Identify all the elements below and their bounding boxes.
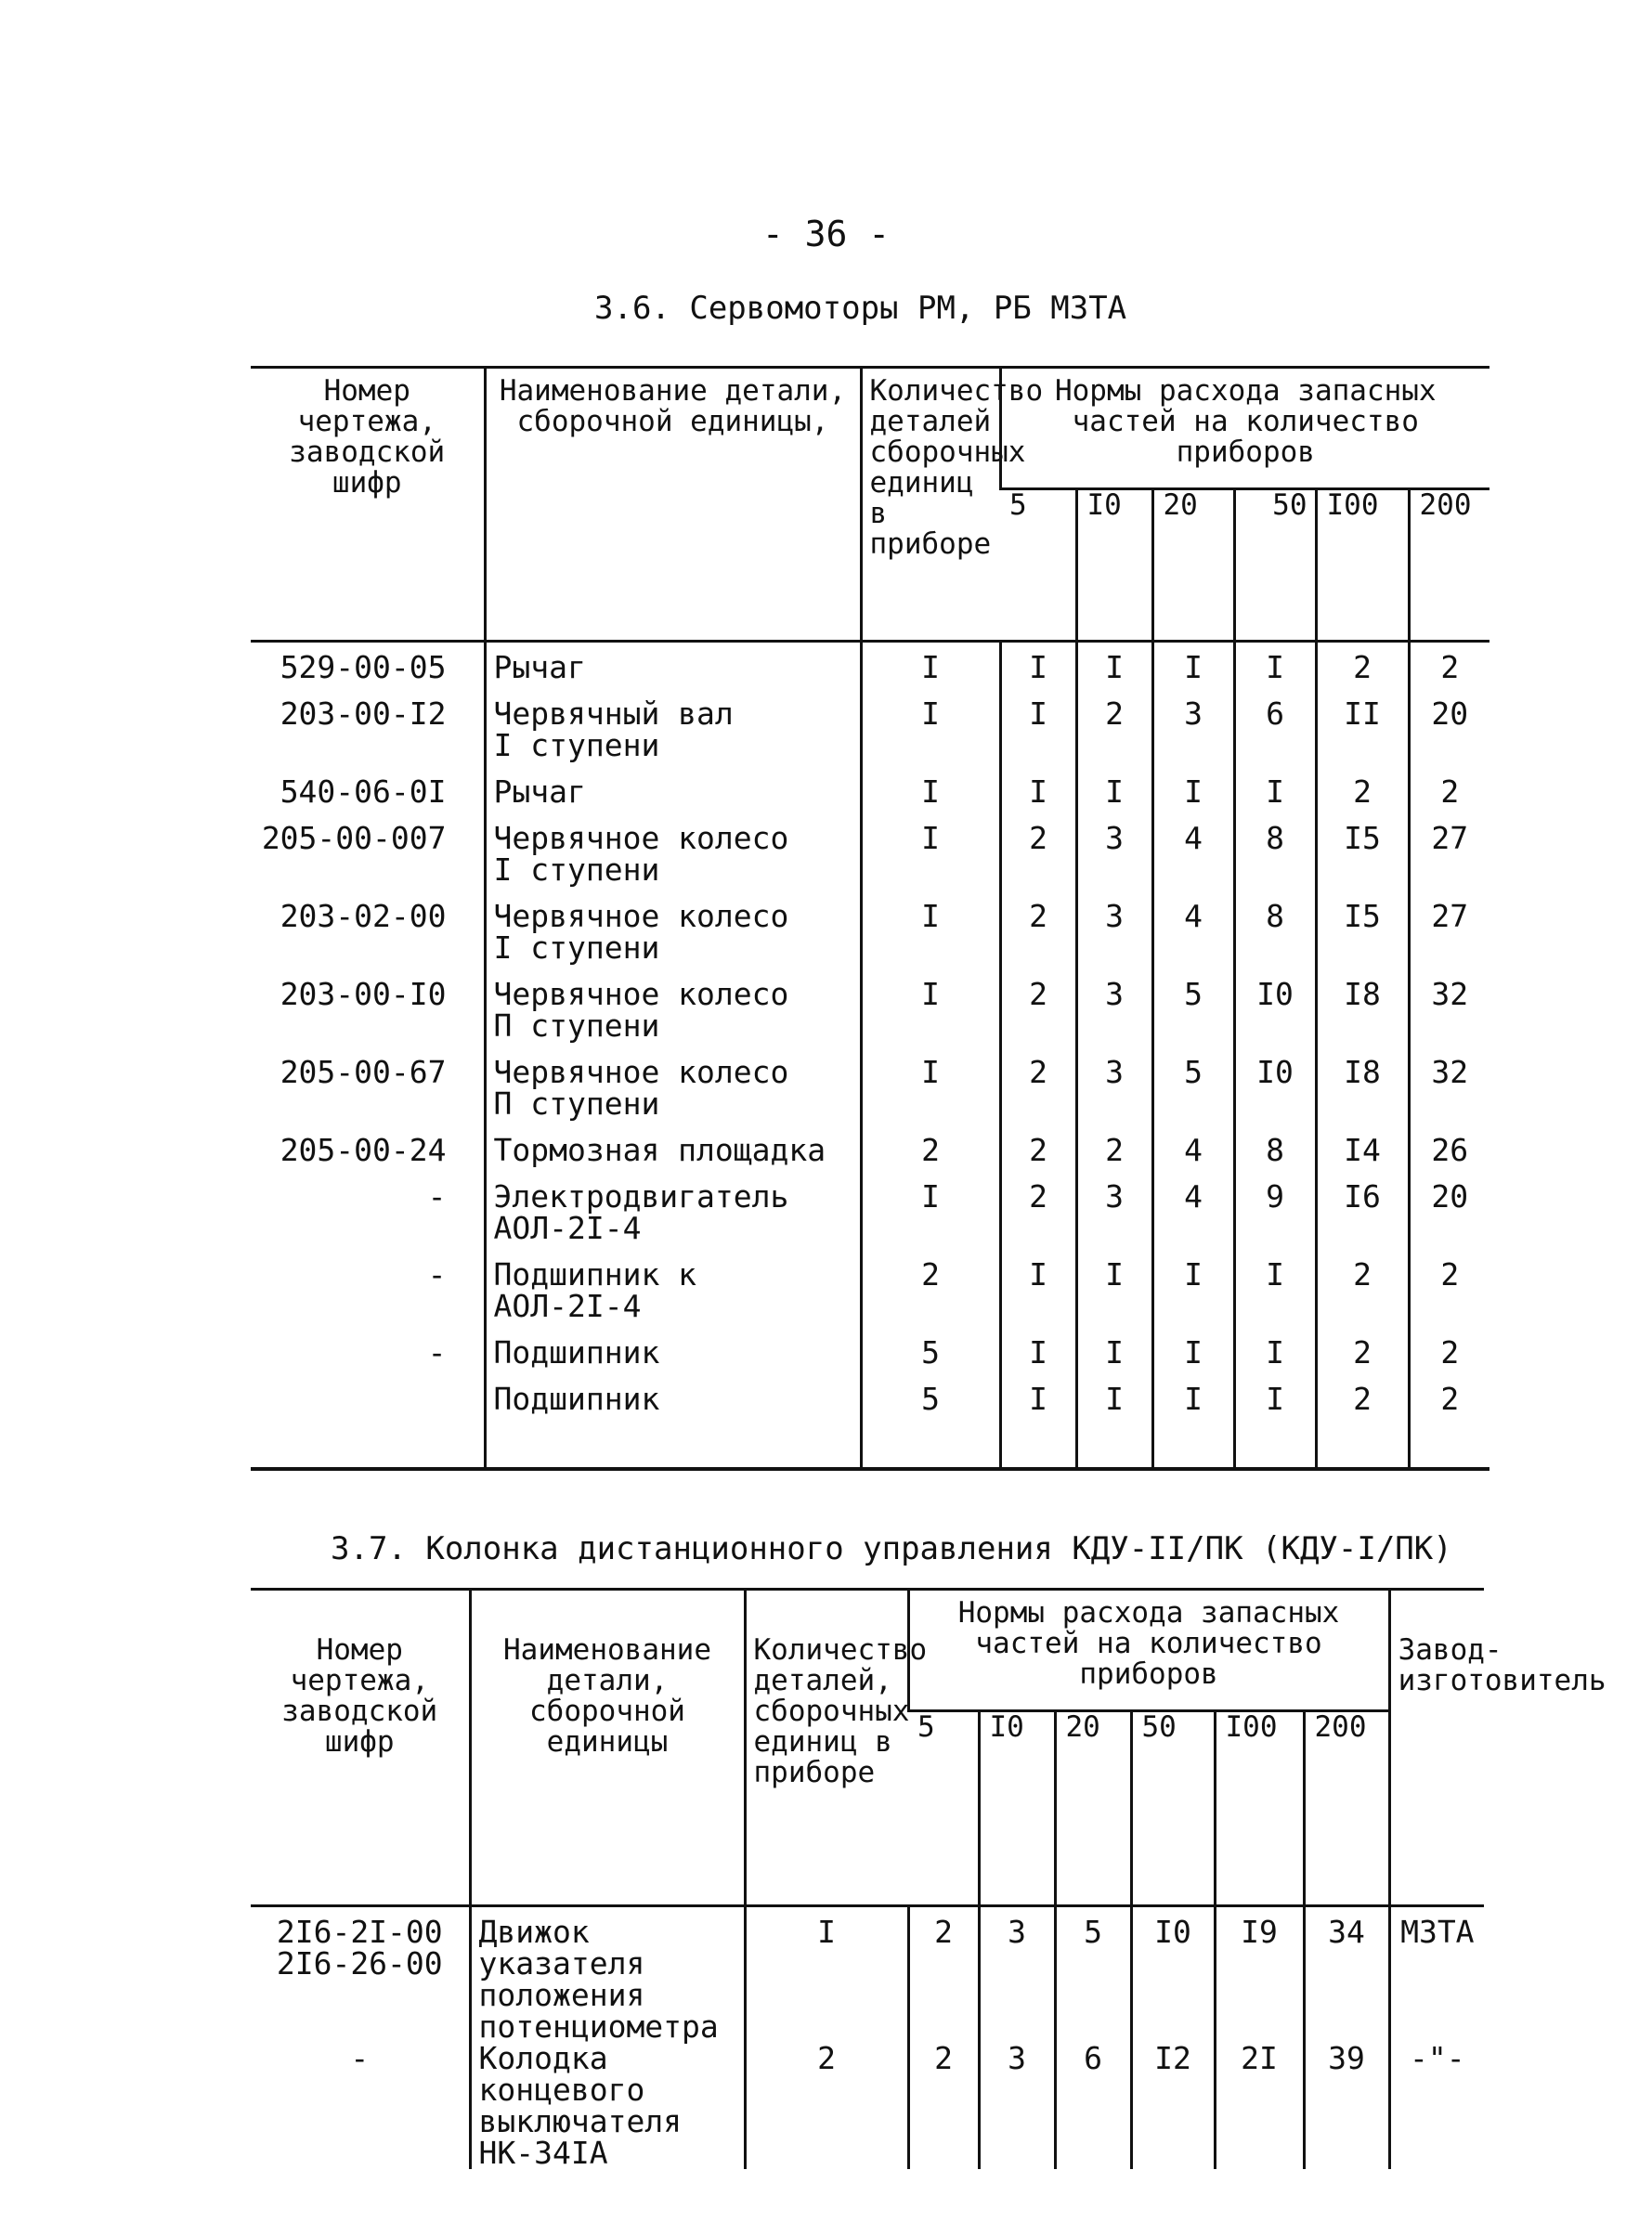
cell-norm-50: 9 [1234,1181,1316,1259]
cell-qty: I [861,1181,1000,1259]
cell-norm-50: I [1234,1337,1316,1384]
header-qty-200: 200 [1304,1711,1389,1906]
cell-norm-20: I [1152,776,1234,823]
cell-norm-200: 20 [1409,1181,1489,1259]
cell-norm-20: 3 [1152,698,1234,776]
cell-name: Червячное колесо П ступени [485,1057,861,1135]
cell-norm-I0: 2 [1076,698,1152,776]
cell-qty: I [861,1057,1000,1135]
cell-norm-200: 27 [1409,901,1489,979]
cell-norm-20: 4 [1152,823,1234,901]
cell-norm-50: I [1234,642,1316,699]
cell-norm-200: 26 [1409,1135,1489,1181]
cell-norm-5: 2 [908,2043,979,2169]
cell-norm-I0: 2 [1076,1135,1152,1181]
header-qty-20: 20 [1152,489,1234,642]
cell-norm-5: 2 [1000,1135,1076,1181]
cell-code: - [427,1256,447,1293]
cell-norm-5: I [1000,698,1076,776]
section-title-servomotors: 3.6. Сервомоторы РМ, РБ МЗТА [594,290,1127,327]
cell-norm-I00: I6 [1316,1181,1409,1259]
cell-code: 540-06-0I [280,773,447,810]
page-number: - 36 - [761,214,891,254]
cell-norm-50: 8 [1234,901,1316,979]
cell-norm-200: 32 [1409,1057,1489,1135]
cell-norm-5: 2 [1000,901,1076,979]
cell-norm-5: 2 [1000,979,1076,1057]
spacer-cell [485,1430,861,1469]
cell-norm-50: 8 [1234,823,1316,901]
cell-name: Червячное колесо I ступени [485,823,861,901]
header-qty-10: I0 [979,1711,1055,1906]
cell-norm-200: 34 [1304,1906,1389,2044]
cell-qty: I [861,901,1000,979]
cell-norm-I00: I5 [1316,901,1409,979]
cell-norm-200: 20 [1409,698,1489,776]
cell-norm-I0: I [1076,1337,1152,1384]
cell-code: 2I6-2I-00 2I6-26-00 [276,1914,443,1982]
table-row [251,2043,1484,2169]
cell-name: Электродвигатель АОЛ-2I-4 [485,1181,861,1259]
cell-code: 203-00-I0 [280,976,447,1012]
cell-norm-I00: 2I [1215,2043,1304,2169]
cell-qty: 5 [861,1337,1000,1384]
table-row [251,1057,1489,1135]
cell-norm-50: I0 [1131,1906,1215,2044]
header-maker: Завод-изготовитель [1389,1590,1484,1906]
cell-code: 205-00-67 [280,1054,447,1090]
cell-norm-200: 39 [1304,2043,1389,2169]
cell-name: Червячное колесо П ступени [485,979,861,1057]
spacer-cell [1234,1430,1316,1469]
header-qty-5: 5 [1000,489,1076,642]
section-title-control-column: 3.7. Колонка дистанционного управления КДУ-II/ПК (КДУ-I/ПК) [331,1530,1452,1567]
table-spacer-row [251,1430,1489,1469]
cell-norm-200: 2 [1409,776,1489,823]
cell-norm-I0: 3 [1076,1181,1152,1259]
cell-name: Рычаг [485,642,861,699]
cell-qty: I [745,1906,908,2044]
header-qty-20: 20 [1055,1711,1131,1906]
cell-name: Движок указателя положения потенциометра [470,1906,745,2044]
cell-norm-20: I [1152,642,1234,699]
cell-qty: 5 [861,1384,1000,1430]
header-code: Номер чертежа, заводской шифр [289,374,446,500]
spacer-cell [1409,1430,1489,1469]
cell-norm-I0: 3 [1076,1057,1152,1135]
cell-norm-5: I [1000,642,1076,699]
cell-norm-20: I [1152,1384,1234,1430]
cell-norm-5: 2 [1000,1057,1076,1135]
cell-qty: 2 [861,1135,1000,1181]
cell-norm-200: 27 [1409,823,1489,901]
cell-norm-5: I [1000,1259,1076,1337]
cell-norm-I00: 2 [1316,1384,1409,1430]
cell-name: Подшипник [485,1384,861,1430]
cell-name: Тормозная площадка [485,1135,861,1181]
cell-maker: -"- [1389,2043,1484,2169]
cell-norm-200: 32 [1409,979,1489,1057]
cell-norm-50: I0 [1234,1057,1316,1135]
spacer-cell [1076,1430,1152,1469]
cell-qty: 2 [861,1259,1000,1337]
cell-norm-20: 5 [1152,979,1234,1057]
cell-norm-5: 2 [908,1906,979,2044]
table-row [251,776,1489,823]
table-row [251,698,1489,776]
spacer-cell [1000,1430,1076,1469]
table-row [251,642,1489,699]
table-row [251,1337,1489,1384]
cell-norm-200: 2 [1409,642,1489,699]
cell-norm-I00: 2 [1316,776,1409,823]
table-row [251,1906,1484,2044]
cell-norm-I00: I8 [1316,979,1409,1057]
cell-norm-I0: 3 [1076,979,1152,1057]
cell-code: 529-00-05 [280,649,447,685]
cell-norm-I0: I [1076,1384,1152,1430]
cell-norm-I0: 3 [979,2043,1055,2169]
header-qty-200: 200 [1409,489,1489,642]
cell-norm-50: I [1234,776,1316,823]
cell-norm-5: 2 [1000,823,1076,901]
cell-name: Рычаг [485,776,861,823]
cell-norm-I0: I [1076,642,1152,699]
cell-norm-I0: 3 [1076,823,1152,901]
cell-name: Червячный вал I ступени [485,698,861,776]
cell-qty: 2 [745,2043,908,2169]
table-row [251,979,1489,1057]
cell-norm-I00: 2 [1316,1259,1409,1337]
cell-norm-I00: I8 [1316,1057,1409,1135]
cell-qty: I [861,823,1000,901]
cell-norm-50: 8 [1234,1135,1316,1181]
cell-maker: МЗТА [1389,1906,1484,2044]
table-row [251,1384,1489,1430]
cell-norm-5: 2 [1000,1181,1076,1259]
cell-norm-20: 4 [1152,1135,1234,1181]
header-qty-10: I0 [1076,489,1152,642]
cell-code: - [427,1178,447,1215]
table-row [251,1135,1489,1181]
spacer-cell [251,1430,485,1469]
cell-norm-20: 4 [1152,1181,1234,1259]
cell-norm-5: I [1000,1337,1076,1384]
cell-norm-5: I [1000,776,1076,823]
spare-parts-table-servomotors [251,366,1489,1471]
cell-norm-I00: I4 [1316,1135,1409,1181]
cell-norm-50: I0 [1234,979,1316,1057]
cell-norm-20: 5 [1055,1906,1131,2044]
cell-code: - [427,1334,447,1371]
header-qty: Количество деталей сборочных единиц в приборе [861,368,1000,642]
table-row [251,1181,1489,1259]
cell-norm-200: 2 [1409,1384,1489,1430]
cell-norm-I0: 3 [979,1906,1055,2044]
header-qty-5: 5 [908,1711,979,1906]
cell-name: Подшипник [485,1337,861,1384]
spacer-cell [861,1430,1000,1469]
header-qty-50: 50 [1234,489,1316,642]
header-name: Наименование детали, сборочной единицы [470,1590,745,1906]
cell-norm-50: 6 [1234,698,1316,776]
cell-code: - [350,2040,370,2076]
cell-name: Червячное колесо I ступени [485,901,861,979]
header-name: Наименование детали, сборочной единицы, [485,368,861,642]
spare-parts-table-control-column [251,1588,1606,2171]
cell-norm-20: I [1152,1259,1234,1337]
cell-qty: I [861,776,1000,823]
cell-qty: I [861,979,1000,1057]
header-norms: Нормы расхода запасных частей на количество приборов [1000,368,1489,489]
header-qty: Количество деталей, сборочных единиц в приборе [745,1590,908,1906]
cell-norm-I0: I [1076,1259,1152,1337]
cell-norm-I00: I9 [1215,1906,1304,2044]
header-norms: Нормы расхода запасных частей на количество приборов [908,1590,1389,1711]
cell-norm-50: I2 [1131,2043,1215,2169]
header-qty-100: I00 [1316,489,1409,642]
cell-norm-20: 4 [1152,901,1234,979]
cell-name: Подшипник к АОЛ-2I-4 [485,1259,861,1337]
cell-norm-I0: I [1076,776,1152,823]
cell-norm-I00: 2 [1316,1337,1409,1384]
cell-norm-5: I [1000,1384,1076,1430]
cell-norm-I00: II [1316,698,1409,776]
cell-norm-50: I [1234,1259,1316,1337]
table-row [251,1259,1489,1337]
cell-norm-200: 2 [1409,1337,1489,1384]
cell-qty: I [861,698,1000,776]
header-qty-100: I00 [1215,1711,1304,1906]
cell-norm-20: 6 [1055,2043,1131,2169]
table-row [251,823,1489,901]
cell-norm-I00: I5 [1316,823,1409,901]
cell-norm-20: 5 [1152,1057,1234,1135]
spacer-cell [1316,1430,1409,1469]
header-qty-50: 50 [1131,1711,1215,1906]
cell-code [251,1384,485,1430]
cell-norm-20: I [1152,1337,1234,1384]
table-row [251,901,1489,979]
header-code: Номер чертежа, заводской шифр [281,1633,438,1759]
cell-norm-200: 2 [1409,1259,1489,1337]
cell-norm-50: I [1234,1384,1316,1430]
cell-code: 203-00-I2 [280,695,447,732]
spacer-cell [1152,1430,1234,1469]
cell-code: 203-02-00 [280,898,447,934]
cell-code: 205-00-007 [261,820,447,856]
cell-qty: I [861,642,1000,699]
cell-name: Колодка концевого выключателя НК-34IА [470,2043,745,2169]
cell-norm-I00: 2 [1316,642,1409,699]
cell-norm-I0: 3 [1076,901,1152,979]
cell-code: 205-00-24 [280,1132,447,1168]
